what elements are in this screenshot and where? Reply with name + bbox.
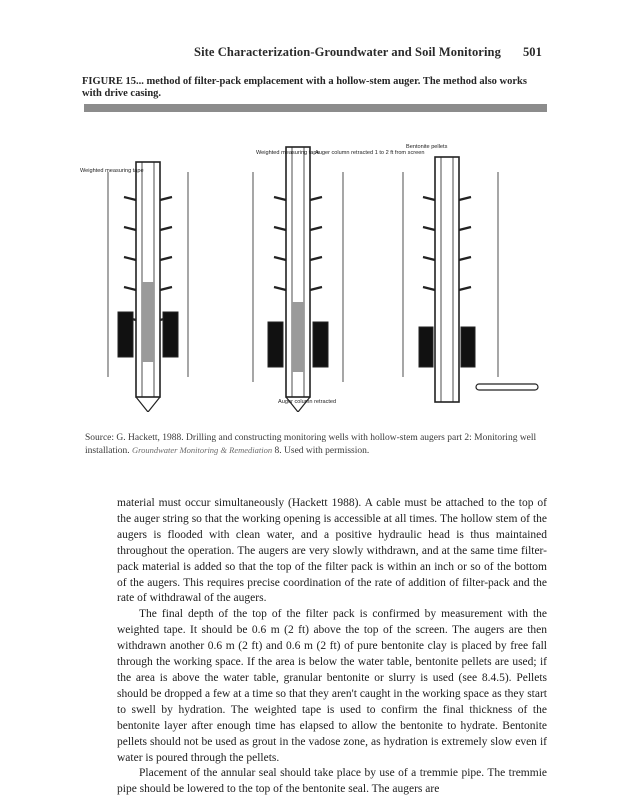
figure-source [85, 432, 545, 457]
label-left-tape: Weighted measuring tape [80, 168, 144, 174]
body-paragraph-3: Placement of the annular seal should take place by use of a tremmie pipe. The tremmie pipe should be lowered to the top of the bentonite seal. The augers are [117, 767, 547, 796]
source-journal: Groundwater Monitoring & Remediation [131, 445, 273, 455]
body-paragraph-2: The final depth of the top of the filter pack is confirmed by measurement with the weighted tape. It should be 0.6 m (2 ft) above the top of the screen. The augers are then withdrawn another 0.6 m (2 ft) and 0.6 m (2 ft) of pure bentonite clay is placed by free fall through the working space. If the area is below the water table, bentonite pellets are used; if the area is above the water table, granular bentonite or slurry is used (see 8.4.5). Pellets should be dropped a few at a time so that they aren't caught in the working space as they start to swell by hydration. The weighted tape is used to confirm the final thickness of the bentonite layer after enough time has elapsed to allow the bentonite to hydrate. Bentonite pellets should not be used as grout in the vadose zone, as hydration is extremely slow even if water is poured through the pellets. [117, 608, 547, 764]
panel-right [403, 157, 538, 402]
label-mid-bottom: Auger column retracted [278, 399, 337, 405]
running-head [0, 45, 542, 60]
body-paragraph-1: material must occur simultaneously (Hackett 1988). A cable must be attached to the top of the auger string so that the working opening is accessible at all times. The hollow stem of the augers is flooded with clean water, and a positive hydraulic head is thus maintained throughout the operation. The augers are very slowly withdrawn, and at the same time filter-pack material is added so that the top of the filter pack is within an inch or so of the bottom of the augers. This requires precise coordination of the rate of addition of filter-pack and the rate of withdrawal of the augers. [117, 497, 547, 605]
page-number: 501 [522, 45, 542, 59]
panel-middle [253, 147, 343, 412]
label-mid-auger: Auger column retracted 1 to 2 ft from screen [315, 150, 425, 156]
label-right-top: Bentonite pellets [406, 144, 448, 150]
well-installation-figure [78, 112, 548, 412]
label-mid-tape: Weighted measuring tape [256, 150, 320, 156]
auger-flights-middle [274, 197, 322, 290]
figure-caption: FIGURE 15... method of filter-pack emplacement with a hollow-stem auger. The method also works with drive casing. [82, 76, 527, 99]
auger-flights-right [423, 197, 471, 290]
source-text: Source: G. Hackett, 1988. Drilling and constructing monitoring wells with hollow-stem augers part 2: Monitoring well installation. [85, 433, 537, 456]
scan-artifact-bar [84, 104, 547, 112]
body-text [117, 496, 547, 798]
running-head-title: Site Characterization-Groundwater and Soil Monitoring [194, 45, 501, 59]
source-tail: 8. Used with permission. [274, 446, 370, 456]
panel-left [108, 162, 188, 412]
